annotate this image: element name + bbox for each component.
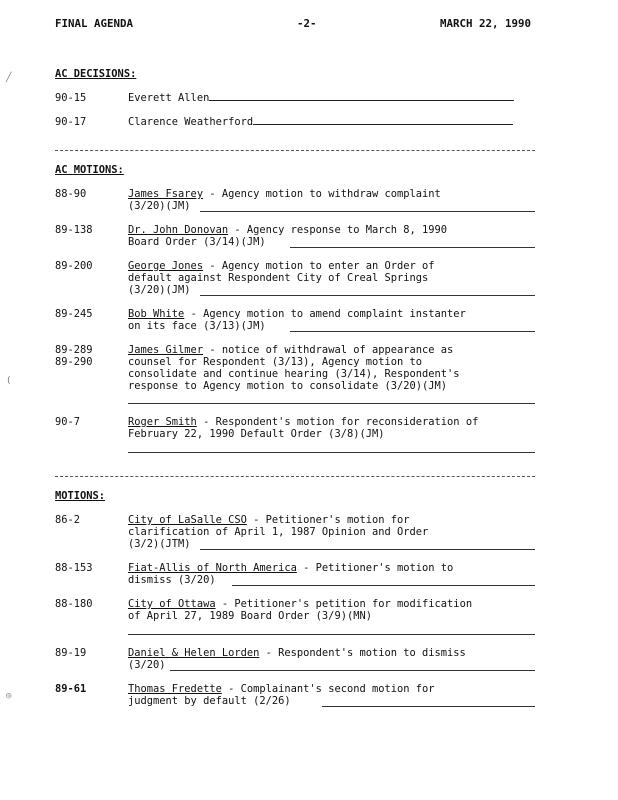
agenda-item [128, 647, 538, 671]
signature-line [128, 452, 535, 453]
agenda-item [128, 598, 538, 622]
docket-number: 88-180 [55, 598, 93, 610]
party-name: City of LaSalle CSO [128, 514, 247, 526]
party-name: George Jones [128, 260, 204, 272]
item-text: - Agency motion to amend complaint instanter on its face (3/13)(JM) [128, 308, 466, 332]
docket-number: 89-138 [55, 224, 93, 236]
agenda-item [128, 514, 538, 550]
party-name: City of Ottawa [128, 598, 216, 610]
scan-mark: ╱ [6, 73, 12, 83]
party-name: Daniel & Helen Lorden [128, 647, 260, 659]
party-name: Everett Allen [128, 92, 210, 104]
signature-line [232, 585, 535, 586]
docket-number: 90-15 [55, 92, 87, 104]
item-text: - Respondent's motion to dismiss (3/20) [128, 647, 466, 671]
docket-number: 89-61 [55, 683, 87, 695]
party-name: Thomas Fredette [128, 683, 222, 695]
docket-number: 88-90 [55, 188, 87, 200]
page-number: -2- [297, 17, 317, 30]
section-divider [55, 150, 535, 151]
section-divider [55, 476, 535, 477]
signature-line [322, 706, 535, 707]
item-text: - Petitioner's petition for modification of April 27, 1989 Board Order (3/9)(MN) [128, 598, 473, 622]
signature-line [200, 549, 535, 550]
section-heading-motions: MOTIONS: [55, 490, 106, 502]
section-heading-ac-decisions: AC DECISIONS: [55, 68, 137, 80]
agenda-item [128, 260, 538, 296]
agenda-item [128, 344, 538, 392]
item-text: - Complainant's second motion for judgment by default (2/26) [128, 683, 435, 707]
item-text: - Agency motion to enter an Order of default against Respondent City of Creal Springs (3/20)(JM) [128, 260, 435, 296]
agenda-item [128, 116, 538, 128]
party-name: James Gilmer [128, 344, 204, 356]
scan-mark: ◎ [6, 691, 12, 701]
agenda-item [128, 92, 538, 104]
signature-line [170, 670, 535, 671]
signature-line [200, 211, 535, 212]
party-name: Bob White [128, 308, 185, 320]
docket-number: 89-245 [55, 308, 93, 320]
item-text: - Petitioner's motion for clarification of April 1, 1987 Opinion and Order (3/2)(JTM) [128, 514, 429, 550]
section-heading-ac-motions: AC MOTIONS: [55, 164, 124, 176]
signature-line [290, 247, 535, 248]
signature-line [128, 634, 535, 635]
header-left: FINAL AGENDA [55, 17, 134, 30]
signature-line [209, 92, 514, 101]
signature-line [290, 331, 535, 332]
docket-number: 89-19 [55, 647, 87, 659]
item-text: - Petitioner's motion to dismiss (3/20) [128, 562, 454, 586]
header-date: MARCH 22, 1990 [440, 17, 532, 30]
agenda-item [128, 188, 538, 212]
party-name: Fiat-Allis of North America [128, 562, 297, 574]
signature-line [200, 295, 535, 296]
scan-mark: ( [6, 376, 12, 386]
agenda-item [128, 224, 538, 248]
signature-line [253, 116, 513, 125]
party-name: Roger Smith [128, 416, 197, 428]
item-text: - Agency motion to withdraw complaint (3/20)(JM) [128, 188, 441, 212]
party-name: Dr. John Donovan [128, 224, 229, 236]
item-text: - Agency response to March 8, 1990 Board Order (3/14)(JM) [128, 224, 448, 248]
docket-number: 86-2 [55, 514, 81, 526]
item-text: - Respondent's motion for reconsideration of February 22, 1990 Default Order (3/8)(JM) [128, 416, 479, 440]
agenda-item [128, 308, 538, 332]
agenda-item [128, 683, 538, 707]
docket-number: 90-17 [55, 116, 87, 128]
docket-number: 89-289 [55, 344, 93, 356]
docket-number-2: 89-290 [55, 356, 93, 368]
party-name: Clarence Weatherford [128, 116, 254, 128]
docket-number: 89-200 [55, 260, 93, 272]
agenda-item [128, 562, 538, 586]
signature-line [128, 403, 535, 404]
party-name: James Fsarey [128, 188, 204, 200]
docket-number: 90-7 [55, 416, 81, 428]
agenda-item [128, 416, 538, 440]
docket-number: 88-153 [55, 562, 93, 574]
item-text: - notice of withdrawal of appearance as counsel for Respondent (3/13), Agency motion to consolidate and continue hearing (3/14), Respondent's response to Agency motion to consolidate (3/20)(JM) [128, 344, 460, 392]
